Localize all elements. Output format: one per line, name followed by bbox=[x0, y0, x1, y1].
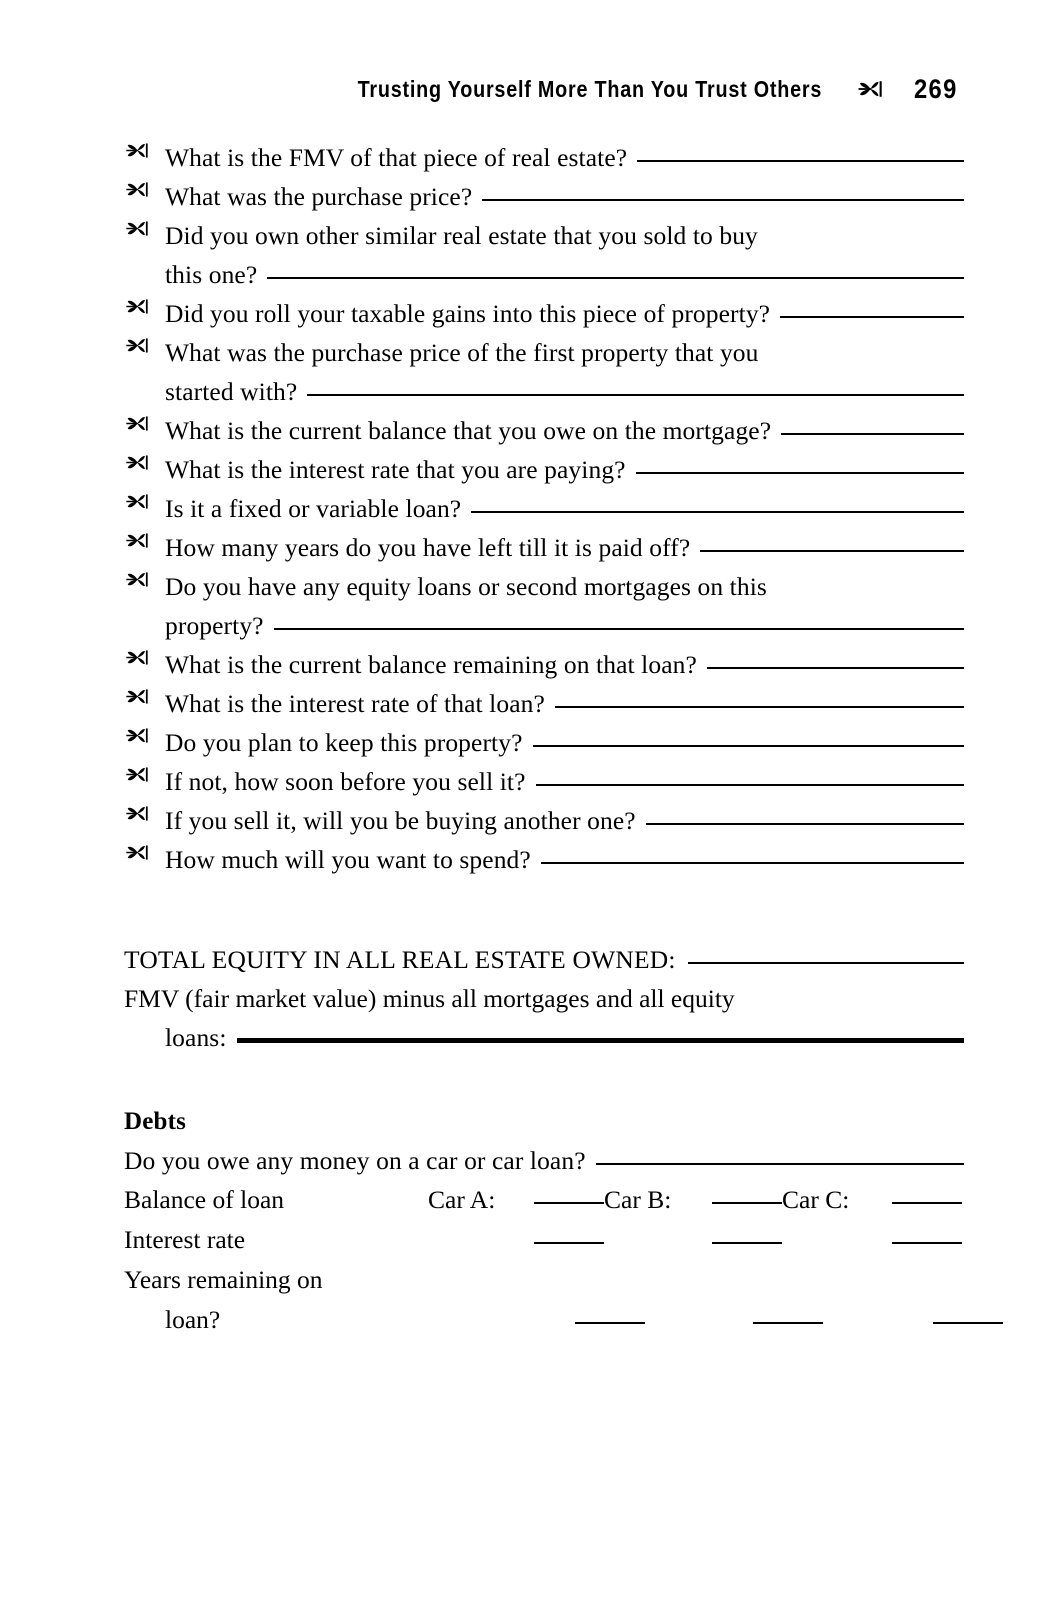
question-line bbox=[124, 801, 964, 840]
car-answer-blank[interactable] bbox=[534, 1242, 604, 1244]
question-content bbox=[165, 138, 964, 177]
question-content bbox=[165, 411, 964, 450]
total-equity-definition-line-2 bbox=[124, 1018, 964, 1057]
question-text: property? bbox=[165, 611, 264, 640]
car-answer-blank[interactable] bbox=[575, 1322, 645, 1324]
car-cell-b bbox=[645, 1326, 823, 1328]
leaf-arrow-bullet-icon bbox=[124, 764, 165, 785]
car-loan-row-label: Years remaining on bbox=[124, 1265, 323, 1294]
total-equity-definition-text-1: FMV (fair market value) minus all mortgages and all equity bbox=[124, 984, 735, 1013]
car-answer-blank[interactable] bbox=[712, 1202, 782, 1204]
question-content bbox=[165, 684, 964, 723]
leaf-arrow-bullet-icon bbox=[124, 413, 165, 434]
leaf-arrow-bullet-icon bbox=[124, 842, 165, 863]
question-text: What was the purchase price? bbox=[165, 182, 473, 211]
question-line bbox=[124, 723, 964, 762]
question-text: Do you have any equity loans or second mortgages on this bbox=[165, 572, 767, 601]
car-answer-blank[interactable] bbox=[892, 1202, 962, 1204]
running-header-title: Trusting Yourself More Than You Trust Others bbox=[357, 75, 823, 102]
leaf-arrow-dingbat-icon bbox=[856, 78, 884, 100]
leaf-arrow-bullet-icon bbox=[124, 725, 165, 746]
car-answer-blank[interactable] bbox=[933, 1322, 1003, 1324]
leaf-arrow-bullet-icon bbox=[124, 530, 165, 551]
total-equity-heading: TOTAL EQUITY IN ALL REAL ESTATE OWNED: bbox=[124, 945, 676, 974]
question-content bbox=[165, 801, 964, 840]
total-equity-definition-text-2: loans: bbox=[165, 1023, 227, 1052]
question-text: What is the current balance that you owe on the mortgage? bbox=[165, 416, 772, 445]
question-content bbox=[165, 372, 964, 411]
car-loan-row bbox=[124, 1260, 964, 1300]
leaf-arrow-bullet-icon bbox=[124, 140, 165, 161]
question-text: Did you own other similar real estate that you sold to buy bbox=[165, 221, 758, 250]
answer-rule[interactable] bbox=[307, 394, 964, 396]
car-loan-row bbox=[124, 1300, 964, 1340]
car-loan-question-line bbox=[124, 1141, 964, 1180]
question-text: started with? bbox=[165, 377, 298, 406]
question-line bbox=[124, 450, 964, 489]
leaf-arrow-bullet-icon bbox=[124, 803, 165, 824]
answer-rule[interactable] bbox=[274, 628, 964, 630]
car-answer-blank[interactable] bbox=[892, 1242, 962, 1244]
car-answer-blank[interactable] bbox=[534, 1202, 604, 1204]
question-content bbox=[165, 762, 964, 801]
question-content bbox=[165, 840, 964, 879]
question-continuation-line bbox=[124, 372, 964, 411]
answer-rule[interactable] bbox=[646, 823, 964, 825]
leaf-arrow-bullet-icon bbox=[124, 335, 165, 356]
question-text: Did you roll your taxable gains into this piece of property? bbox=[165, 299, 771, 328]
answer-rule[interactable] bbox=[555, 706, 964, 708]
question-content bbox=[165, 177, 964, 216]
total-equity-answer-rule[interactable] bbox=[688, 962, 964, 964]
answer-rule[interactable] bbox=[536, 784, 964, 786]
question-text: What is the interest rate that you are paying? bbox=[165, 455, 626, 484]
question-line bbox=[124, 840, 964, 879]
page-body bbox=[124, 138, 964, 1340]
question-line bbox=[124, 177, 964, 216]
car-cell-a bbox=[428, 1180, 604, 1220]
car-cell-b bbox=[604, 1246, 782, 1248]
car-loan-table bbox=[124, 1180, 964, 1340]
question-text: How much will you want to spend? bbox=[165, 845, 531, 874]
question-content bbox=[165, 294, 964, 333]
question-content bbox=[165, 216, 964, 255]
car-cell-a bbox=[469, 1326, 645, 1328]
car-cell-a bbox=[428, 1246, 604, 1248]
question-text: this one? bbox=[165, 260, 258, 289]
answer-rule[interactable] bbox=[471, 511, 964, 513]
leaf-arrow-bullet-icon bbox=[124, 491, 165, 512]
page-number: 269 bbox=[914, 73, 959, 104]
question-content bbox=[165, 606, 964, 645]
question-text: If you sell it, will you be buying another one? bbox=[165, 806, 636, 835]
car-loan-question: Do you owe any money on a car or car loan? bbox=[124, 1146, 586, 1175]
question-content bbox=[165, 255, 964, 294]
answer-rule[interactable] bbox=[707, 667, 964, 669]
question-line bbox=[124, 762, 964, 801]
answer-rule[interactable] bbox=[541, 862, 964, 864]
car-loan-row bbox=[124, 1180, 964, 1220]
answer-rule[interactable] bbox=[637, 160, 964, 162]
total-equity-definition-line-1 bbox=[124, 979, 964, 1018]
total-equity-heading-line bbox=[124, 940, 964, 979]
car-loan-row bbox=[124, 1220, 964, 1260]
leaf-arrow-bullet-icon bbox=[124, 569, 165, 590]
car-cell-b bbox=[604, 1180, 782, 1220]
question-continuation-line bbox=[124, 255, 964, 294]
question-line bbox=[124, 138, 964, 177]
question-line bbox=[124, 567, 964, 606]
car-cell-c bbox=[782, 1246, 962, 1248]
leaf-arrow-bullet-icon bbox=[124, 686, 165, 707]
car-tag-label: Car A: bbox=[428, 1185, 496, 1214]
debts-heading: Debts bbox=[124, 1108, 187, 1135]
leaf-arrow-bullet-icon bbox=[124, 296, 165, 317]
question-line bbox=[124, 684, 964, 723]
question-text: What is the interest rate of that loan? bbox=[165, 689, 545, 718]
question-line bbox=[124, 489, 964, 528]
question-text: Is it a fixed or variable loan? bbox=[165, 494, 462, 523]
car-cell-c bbox=[782, 1180, 962, 1220]
car-loan-row-label: Interest rate bbox=[124, 1225, 246, 1254]
car-loan-answer-rule[interactable] bbox=[596, 1163, 964, 1165]
car-answer-blank[interactable] bbox=[753, 1322, 823, 1324]
answer-rule[interactable] bbox=[636, 472, 964, 474]
answer-rule[interactable] bbox=[482, 199, 964, 201]
leaf-arrow-bullet-icon bbox=[124, 647, 165, 668]
question-content bbox=[165, 723, 964, 762]
question-text: If not, how soon before you sell it? bbox=[165, 767, 526, 796]
question-content bbox=[165, 645, 964, 684]
total-equity-section bbox=[124, 940, 964, 1057]
question-list bbox=[124, 138, 964, 879]
question-content bbox=[165, 567, 964, 606]
leaf-arrow-bullet-icon bbox=[124, 452, 165, 473]
question-content bbox=[165, 450, 964, 489]
question-line bbox=[124, 411, 964, 450]
answer-rule[interactable] bbox=[533, 745, 965, 747]
question-line bbox=[124, 333, 964, 372]
question-text: What is the FMV of that piece of real estate? bbox=[165, 143, 628, 172]
answer-rule[interactable] bbox=[267, 277, 964, 279]
car-cell-c bbox=[823, 1326, 1003, 1328]
question-content bbox=[165, 489, 964, 528]
question-line bbox=[124, 528, 964, 567]
question-text: Do you plan to keep this property? bbox=[165, 728, 523, 757]
question-text: How many years do you have left till it is paid off? bbox=[165, 533, 691, 562]
total-equity-value-rule[interactable] bbox=[237, 1038, 964, 1043]
spacer bbox=[124, 1057, 964, 1102]
car-loan-row-label: Balance of loan bbox=[124, 1185, 285, 1214]
question-line bbox=[124, 294, 964, 333]
question-text: What was the purchase price of the first property that you bbox=[165, 338, 759, 367]
question-continuation-line bbox=[124, 606, 964, 645]
question-line bbox=[124, 216, 964, 255]
answer-rule[interactable] bbox=[781, 433, 964, 435]
answer-rule[interactable] bbox=[780, 316, 964, 318]
leaf-arrow-bullet-icon bbox=[124, 218, 165, 239]
car-tag-label: Car C: bbox=[782, 1185, 850, 1214]
spacer bbox=[124, 879, 964, 940]
question-line bbox=[124, 645, 964, 684]
debts-section bbox=[124, 1102, 964, 1340]
question-content bbox=[165, 333, 964, 372]
answer-rule[interactable] bbox=[700, 550, 964, 552]
question-text: What is the current balance remaining on that loan? bbox=[165, 650, 697, 679]
car-answer-blank[interactable] bbox=[712, 1242, 782, 1244]
car-loan-row-label: loan? bbox=[165, 1305, 221, 1334]
running-header bbox=[124, 72, 964, 106]
car-tag-label: Car B: bbox=[604, 1185, 672, 1214]
question-content bbox=[165, 528, 964, 567]
leaf-arrow-bullet-icon bbox=[124, 179, 165, 200]
